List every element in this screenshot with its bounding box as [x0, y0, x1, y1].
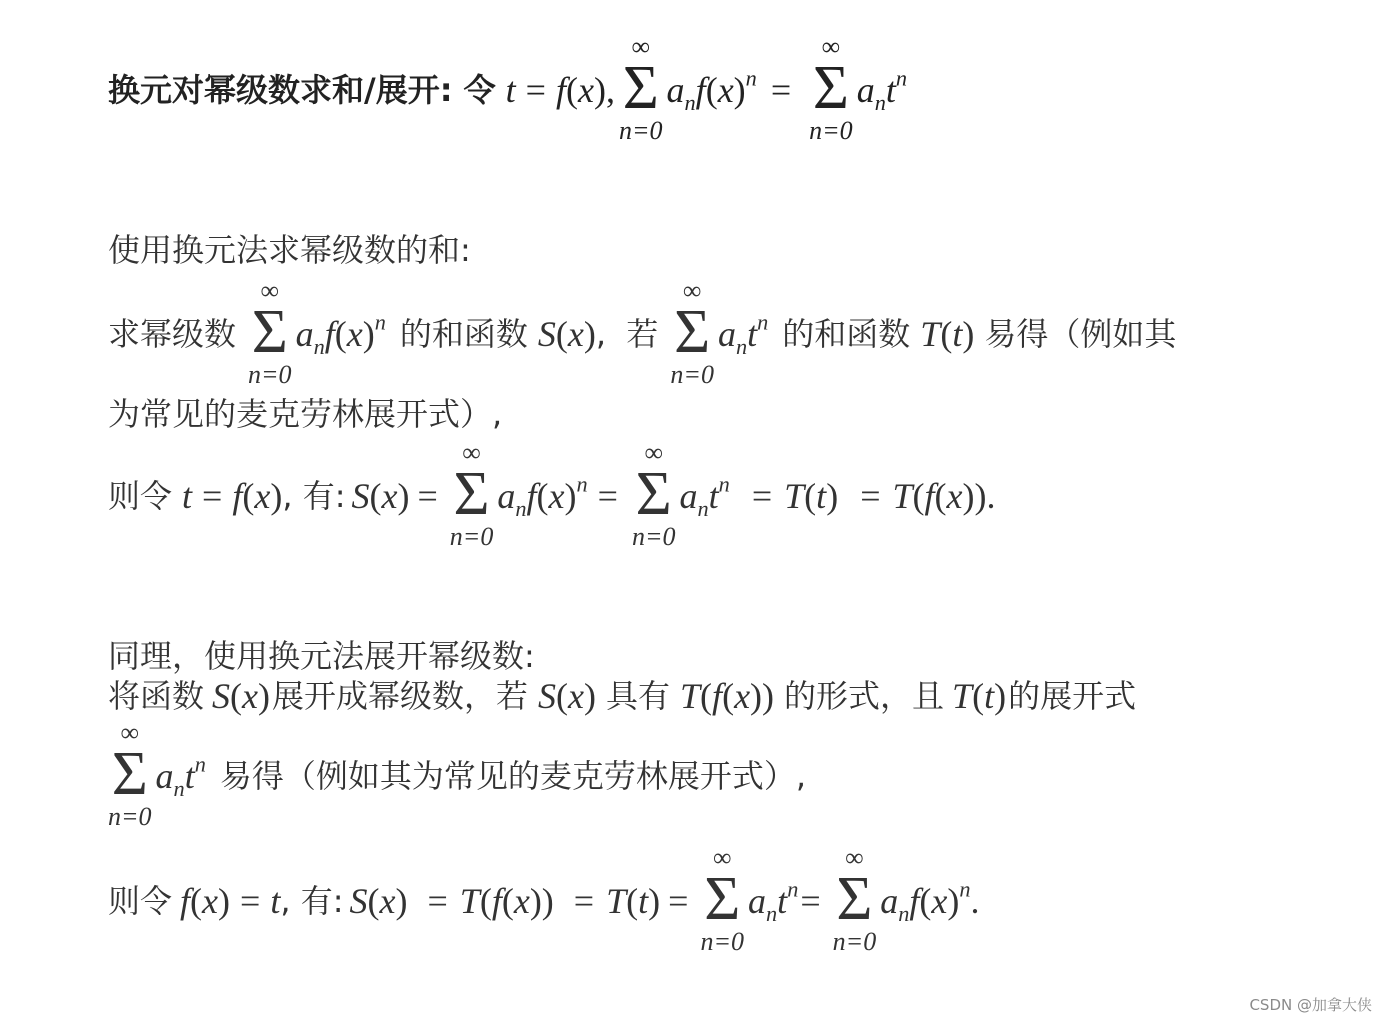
- summation-symbol: ∞ Σ n=0: [670, 276, 714, 389]
- formula-t-eq-fx: t: [505, 70, 516, 110]
- summation-symbol: ∞ Σ n=0: [449, 438, 494, 551]
- expand-section-line2: ∞ Σ n=0 $a_nt^n$ 易得（例如其为常见的麦克劳林展开式）,: [108, 718, 807, 831]
- formula-term: $a_nt^n$: [679, 471, 730, 521]
- formula-term: $a_nf(x)^n$: [666, 65, 757, 115]
- watermark: CSDN @加拿大侠: [1249, 996, 1372, 1014]
- heading-label: 换元对幂级数求和/展开: 令: [108, 71, 496, 109]
- summation-symbol: ∞ Σ n=0: [700, 843, 745, 956]
- expand-section-intro: 同理，使用换元法展开幂级数:: [108, 637, 535, 675]
- expand-section-line3: 则令 f(x) = t , 有: S(x) = T(f(x)) = T(t) = ∞ Σ n=0 $a_nt^n$ = ∞ Σ n=0 $a_nf(x)^n$.: [108, 843, 980, 956]
- sum-section-intro: 使用换元法求幂级数的和:: [108, 231, 471, 269]
- summation-symbol: ∞ Σ n=0: [248, 276, 292, 389]
- summation-symbol: ∞ Σ n=0: [809, 32, 853, 145]
- formula-term: $a_nt^n$: [155, 751, 206, 801]
- formula-term: $a_nt^n$: [717, 309, 769, 359]
- summation-symbol: ∞ Σ n=0: [631, 438, 676, 551]
- summation-symbol: ∞ Σ n=0: [108, 718, 152, 831]
- formula-term: $a_nt^n$: [748, 876, 799, 926]
- sum-section-line3: 则令 t = f(x) , 有: S(x) = ∞ Σ n=0 $a_nf(x)^n$ = ∞ Σ n=0 $a_nt^n$ = T(t) = T(f(x)).: [108, 438, 996, 551]
- heading-line: 换元对幂级数求和/展开: 令 t = f ( x ), ∞ Σ n=0 $a_nf(x)^n$ = ∞ Σ n=0 $a_nt^n$: [108, 32, 908, 145]
- expand-section-line1: 将函数 S(x) 展开成幂级数，若 S(x) 具有 T(f(x)) 的形式，且 T(t) 的展开式: [108, 676, 1137, 716]
- formula-term: $a_nf(x)^n$: [497, 471, 588, 521]
- summation-symbol: ∞ Σ n=0: [832, 843, 877, 956]
- formula-term: $a_nf(x)^n$.: [880, 876, 980, 926]
- sum-section-line1: 求幂级数 ∞ Σ n=0 $a_nf(x)^n$ 的和函数 S(x) , 若 ∞ Σ n=0 $a_nt^n$ 的和函数 T(t) 易得（例如其: [108, 276, 1177, 389]
- formula-term: $a_nf(x)^n$: [295, 309, 386, 359]
- summation-symbol: ∞ Σ n=0: [618, 32, 663, 145]
- formula-term: $a_nt^n$: [856, 65, 908, 115]
- sum-section-line2: 为常见的麦克劳林展开式）,: [108, 395, 503, 433]
